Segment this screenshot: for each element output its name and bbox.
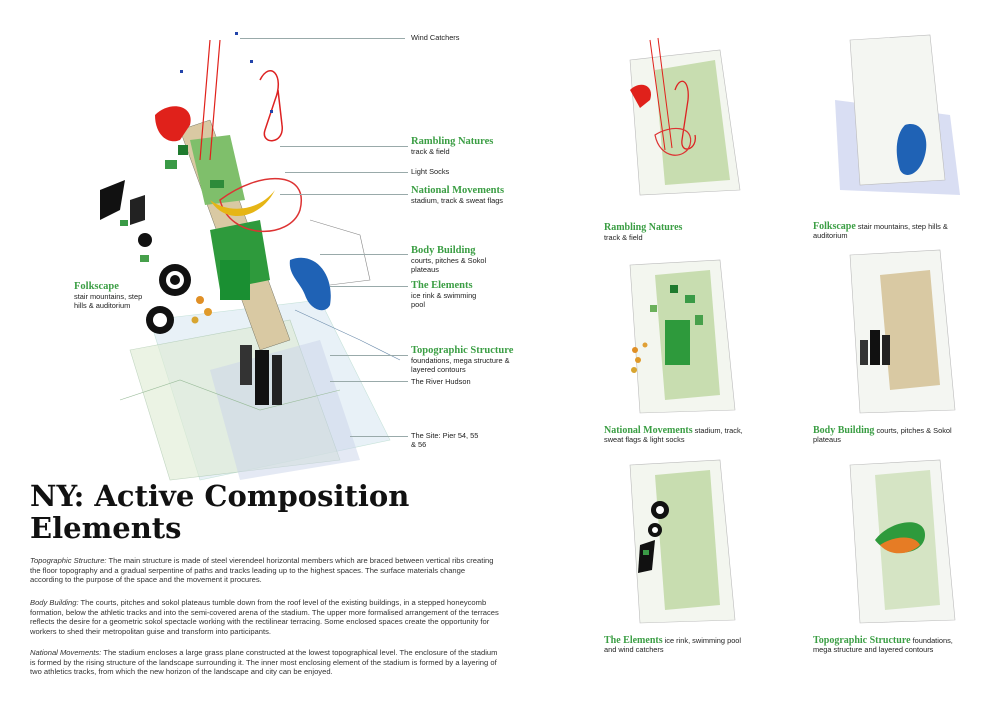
cap-rambling-desc: track & field: [604, 233, 643, 242]
label-site-line1: The Site: Pier 54, 55: [411, 431, 479, 440]
thumb-body-building: [830, 245, 970, 415]
cap-elements-desc1: ice rink, swimming pool: [662, 636, 742, 645]
label-rambling-desc: track & field: [411, 147, 450, 156]
label-light-socks: Light Socks: [411, 167, 450, 176]
label-national-desc: stadium, track & sweat flags: [411, 196, 504, 205]
thumb-national: [610, 245, 750, 415]
paragraph-body-body: The courts, pitches and sokol plateaus tumble down from the roof level of the existing buildings, in a stepped honeycomb formation, below the athletic tracks and into the semi-covered arena of the stadium. The upper more formalised arrangement of the terraces reflects the desire for a geometric sokol spectacle working with the rectilinear terracing. Some enclosed spaces create the opportunity for workers to shed their metropolitan guise and transform into participants.: [30, 598, 499, 636]
thumb-folkscape: [830, 30, 970, 200]
cap-folk-desc1: stair mountains, step hills &: [855, 222, 948, 231]
cap-folk-desc2: auditorium: [813, 231, 848, 240]
cap-body-title: Body Building: [813, 425, 875, 436]
label-rambling: [411, 136, 493, 156]
label-folk-desc1: stair mountains, step: [74, 292, 143, 301]
cap-national-title: National Movements: [604, 425, 693, 436]
label-wind-catchers: Wind Catchers: [411, 33, 460, 42]
paragraph-topographic: [30, 556, 500, 585]
cap-rambling-title: Rambling Natures: [604, 222, 683, 233]
cap-national-desc2: sweat flags & light socks: [604, 435, 685, 444]
label-folkscape: [74, 281, 142, 311]
label-site-line2: & 56: [411, 440, 427, 450]
leader-wind: [240, 38, 405, 39]
paragraph-body-lead: Body Building:: [30, 598, 79, 607]
label-national-title: National Movements: [411, 185, 505, 196]
label-topo-desc2: layered contours: [411, 365, 466, 375]
leader-river: [330, 381, 408, 382]
cap-elements-title: The Elements: [604, 635, 663, 646]
page-title: [30, 480, 470, 544]
cap-folk-title: Folkscape: [813, 221, 856, 232]
leader-topo: [330, 355, 408, 356]
paragraph-topographic-lead: Topographic Structure:: [30, 556, 107, 565]
label-topo-title: Topographic Structure: [411, 345, 514, 356]
cap-national-desc1: stadium, track,: [692, 426, 743, 435]
thumb-rambling: [610, 30, 750, 200]
cap-body-desc2: plateaus: [813, 435, 841, 444]
label-folk-title: Folkscape: [74, 281, 119, 292]
label-elements-desc1: ice rink & swimming: [411, 291, 477, 300]
leader-light: [285, 172, 408, 173]
label-site: [411, 431, 478, 450]
cap-topo-title: Topographic Structure: [813, 635, 911, 646]
cap-elements: [604, 636, 784, 654]
leader-rambling: [280, 146, 408, 147]
thumb-topographic: [830, 455, 970, 625]
paragraph-national: [30, 648, 500, 677]
cap-elements-desc2: and wind catchers: [604, 645, 664, 654]
label-folk-desc2: hills & auditorium: [74, 301, 131, 311]
paragraph-body-building: [30, 598, 500, 636]
cap-topo-desc1: foundations,: [910, 636, 953, 645]
page-title-line2: Elements: [30, 511, 182, 545]
paragraph-national-lead: National Movements:: [30, 648, 102, 657]
leader-elements: [330, 286, 408, 287]
exploded-axonometric-drawing: [60, 20, 420, 490]
cap-folkscape: [813, 222, 993, 240]
cap-rambling: [604, 222, 784, 242]
paragraph-topographic-body: The main structure is made of steel vierendeel horizontal members which are braced between vertical ribs creating the floor topography and a gradual serpentine of paths and tracks leading up to the highest spaces. The surface materials change according to the purpose of the space and the movement it procures.: [30, 556, 494, 585]
leader-body: [320, 254, 408, 255]
label-elements-desc2: pool: [411, 300, 425, 310]
label-elements-title: The Elements: [411, 280, 473, 291]
paragraph-national-body: The stadium encloses a large grass plane constructed at the lowest topographical level. The enclosure of the stadium is formed by the rising structure of the landscape surrounding it. The inner most enclosing element of the stadium is formed by a layering of two athletics tracks, from which the new horizon of the landscape and city can be enjoyed.: [30, 648, 498, 677]
cap-national: [604, 426, 784, 444]
leader-national: [280, 194, 408, 195]
label-national: [411, 185, 504, 205]
cap-body-building: [813, 426, 993, 444]
leader-site: [350, 436, 408, 437]
cap-body-desc1: courts, pitches & Sokol: [874, 426, 952, 435]
label-body-desc1: courts, pitches & Sokol: [411, 256, 487, 265]
label-river: The River Hudson: [411, 377, 471, 386]
cap-topo-desc2: mega structure and layered contours: [813, 645, 934, 654]
label-body-title: Body Building: [411, 245, 476, 256]
label-body-desc2: plateaus: [411, 265, 439, 275]
label-rambling-title: Rambling Natures: [411, 136, 494, 147]
label-body: [411, 245, 486, 275]
page-title-line1: NY: Active Composition: [30, 479, 410, 513]
cap-topographic: [813, 636, 993, 654]
label-elements: [411, 280, 476, 310]
label-topo-desc1: foundations, mega structure &: [411, 356, 510, 365]
thumb-elements: [610, 455, 750, 625]
label-topo: [411, 345, 513, 375]
